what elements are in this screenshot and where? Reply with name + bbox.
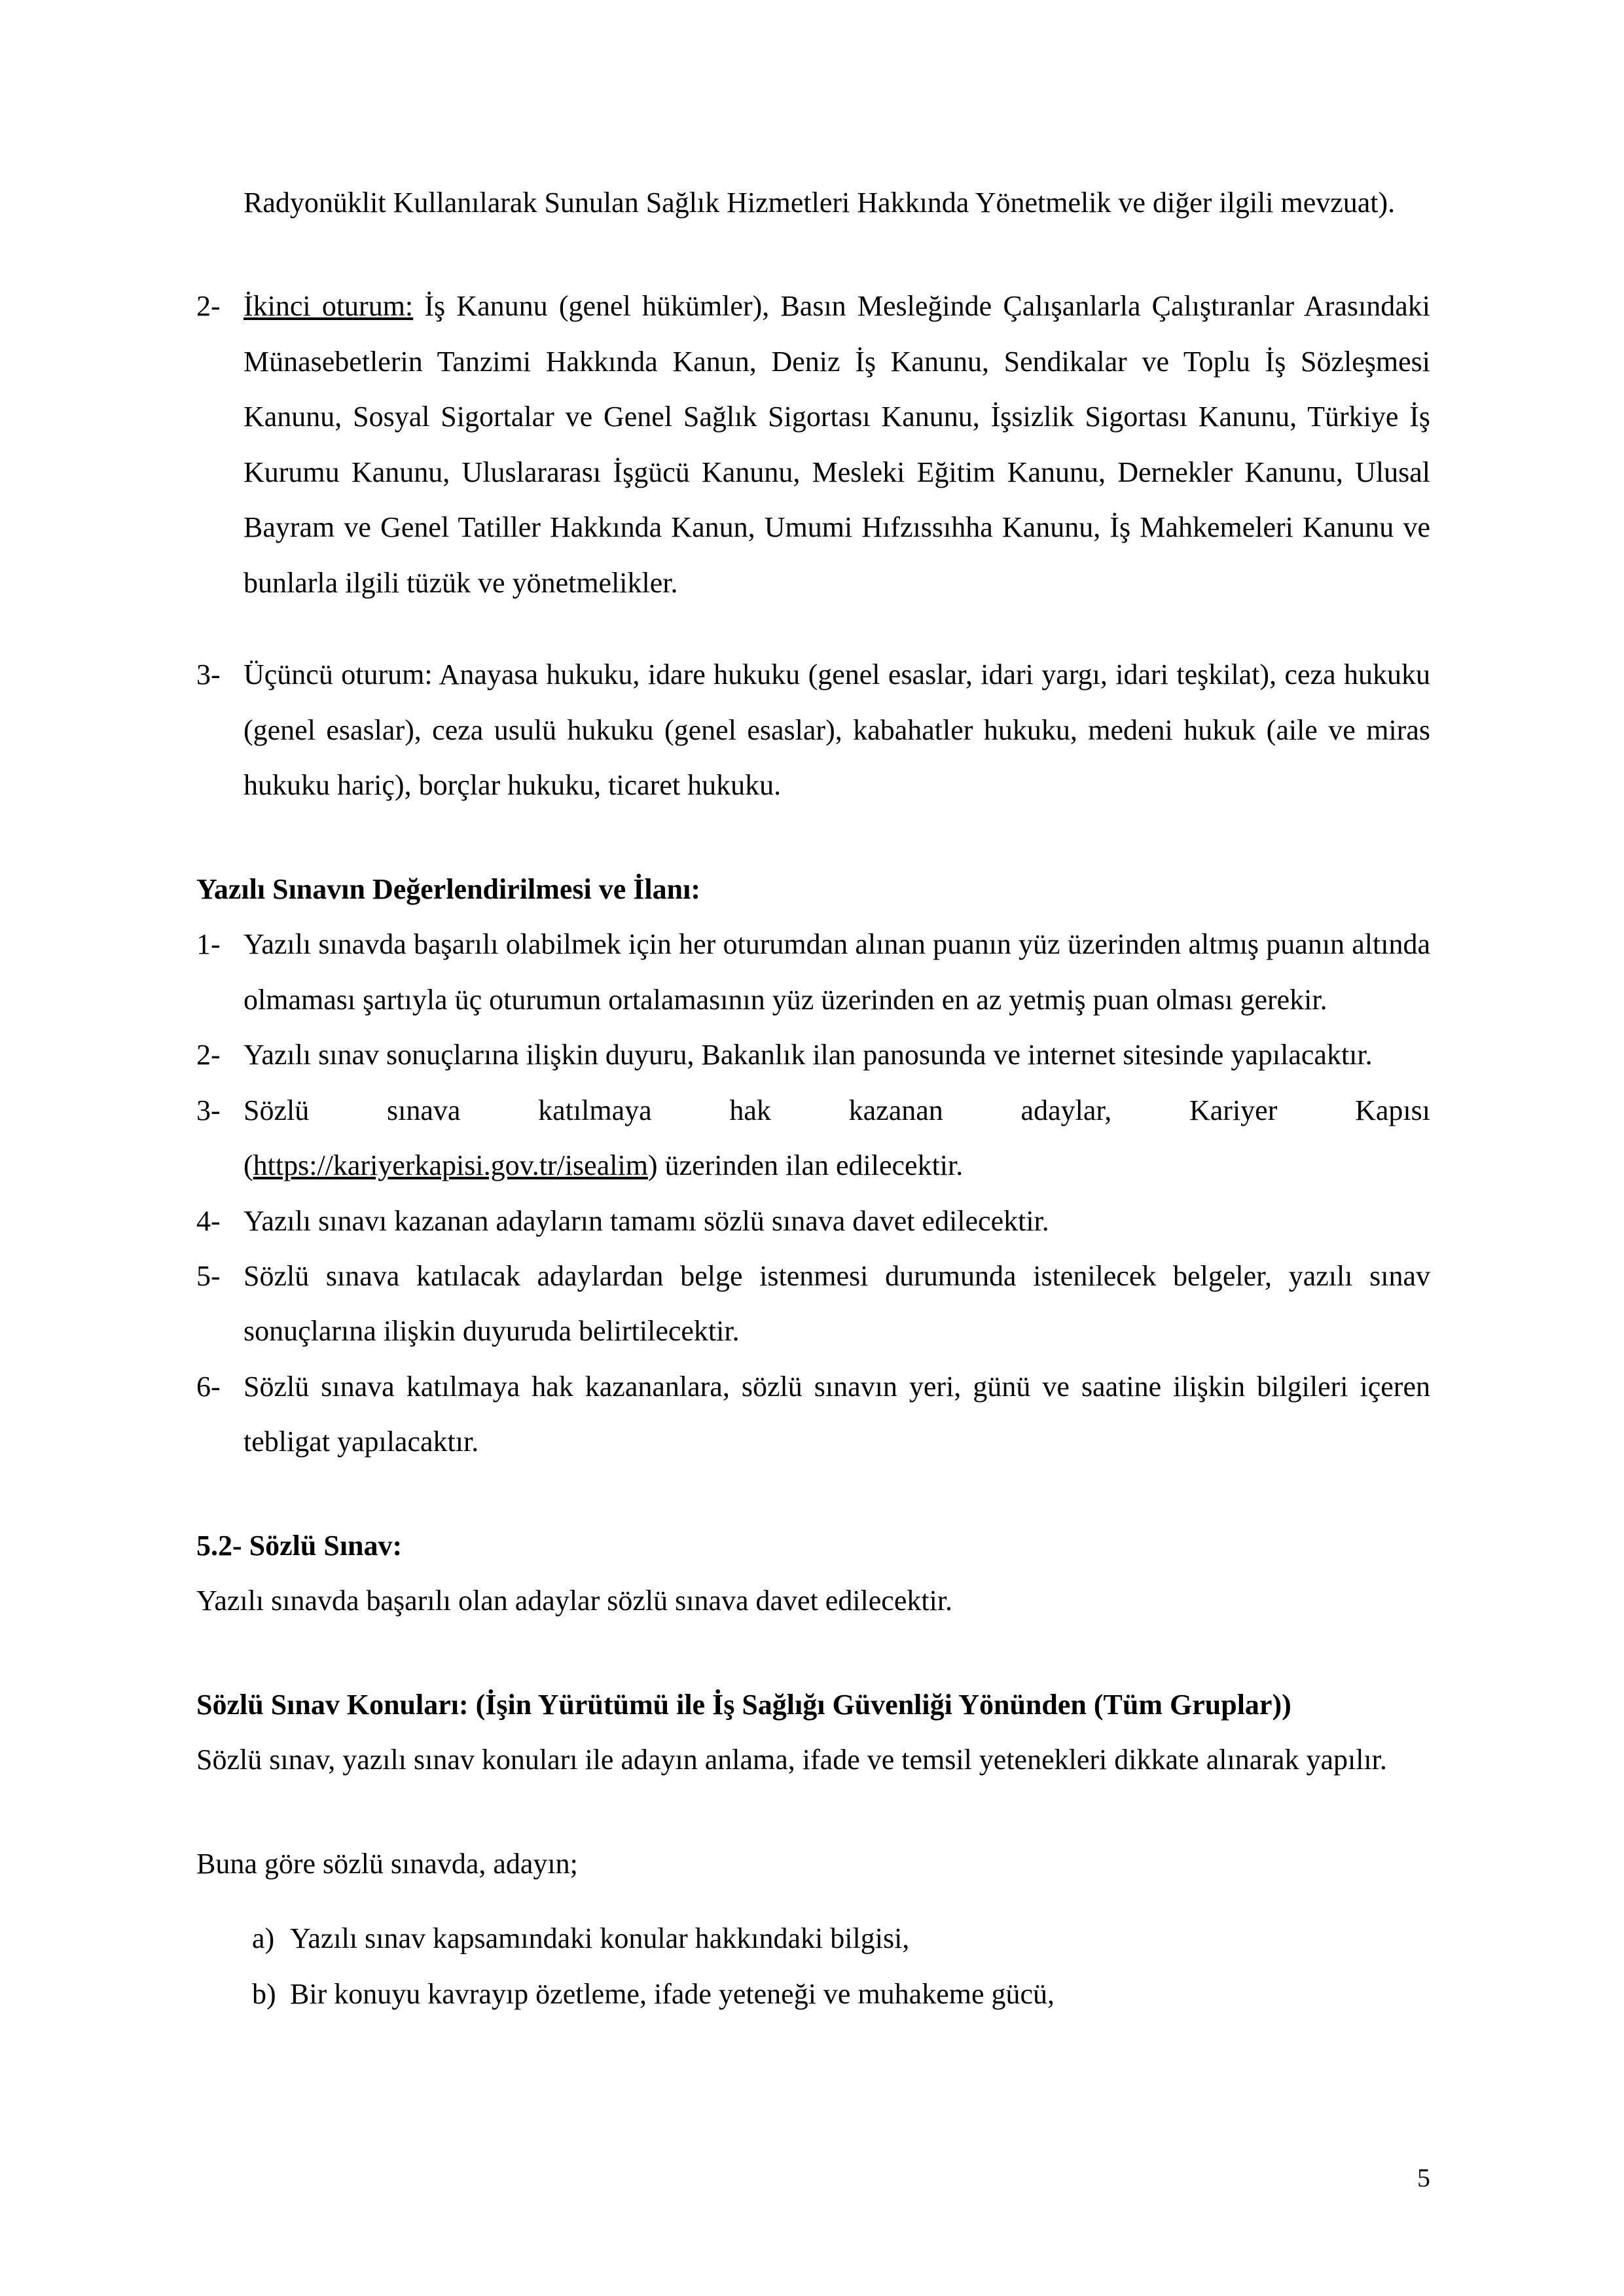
spacer (196, 611, 1430, 647)
list-item-oturum-2 (196, 279, 1430, 611)
spacer (196, 814, 1430, 862)
intro-paragraph: Radyonüklit Kullanılarak Sunulan Sağlık Hizmetleri Hakkında Yönetmelik ve diğer ilgili mevzuat). (244, 187, 1396, 219)
list-item-text (244, 279, 1430, 611)
list-item-degerlendirme-3 (196, 1083, 1430, 1194)
list-item-oturum-3 (196, 647, 1430, 813)
sozlu-konulari-paragraph: Sözlü sınav, yazılı sınav konuları ile adayın anlama, ifade ve temsil yetenekleri dikkate alınarak yapılır. (196, 1744, 1387, 1776)
sozlu-sinav-paragraph: Yazılı sınavda başarılı olan adaylar sözlü sınava davet edilecektir. (196, 1585, 953, 1617)
list-item-text: Yazılı sınavı kazanan adayların tamamı sözlü sınava davet edilecektir. (244, 1204, 1049, 1237)
list-marker: b) (252, 1977, 276, 2010)
line-2-suffix: ) üzerinden ilan edilecektir. (647, 1149, 964, 1182)
list-item-degerlendirme-2 (196, 1028, 1430, 1083)
page-content (196, 175, 1430, 2022)
spacer (196, 1470, 1430, 1518)
underlined-lead-oturum-2: İkinci oturum: (244, 290, 414, 323)
section-heading-sozlu-konulari: Sözlü Sınav Konuları: (İşin Yürütümü ile İş Sağlığı Güvenliği Yönünden (Tüm Gruplar)) (196, 1688, 1291, 1721)
list-marker: 3- (196, 658, 221, 691)
list-item-text: Yazılı sınav kapsamındaki konular hakkındaki bilgisi, (290, 1922, 910, 1955)
sub-item-a (196, 1911, 1430, 1966)
section-heading-degerlendirme: Yazılı Sınavın Değerlendirilmesi ve İlanı: (196, 872, 700, 905)
list-item-degerlendirme-1 (196, 917, 1430, 1028)
list-item-line-2 (244, 1138, 1430, 1193)
list-item-text: Yazılı sınav sonuçlarına ilişkin duyuru, Bakanlık ilan panosunda ve internet sitesinde yapılacaktır. (244, 1039, 1373, 1071)
list-marker: 2- (196, 290, 221, 323)
sozlu-konulari-lead-in: Buna göre sözlü sınavda, adayın; (196, 1847, 578, 1880)
spacer (196, 1629, 1430, 1677)
spacer (196, 1788, 1430, 1837)
list-marker: 3- (196, 1094, 221, 1126)
page-number: 5 (1417, 2163, 1430, 2193)
list-marker: 5- (196, 1259, 221, 1292)
spacer (196, 1892, 1430, 1911)
list-marker: 1- (196, 928, 221, 961)
list-item-text: Sözlü sınava katılmaya hak kazananlara, sözlü sınavın yeri, günü ve saatine ilişkin bilgileri içeren tebligat yapılacaktır. (244, 1370, 1430, 1458)
list-item-text: Sözlü sınava katılacak adaylardan belge istenmesi durumunda istenilecek belgeler, yazılı sınav sonuçlarına ilişkin duyuruda belirtilecektir. (244, 1259, 1430, 1348)
list-marker: 6- (196, 1370, 221, 1403)
kariyer-kapisi-link[interactable]: https://kariyerkapisi.gov.tr/isealim (253, 1149, 648, 1182)
list-item-degerlendirme-5 (196, 1249, 1430, 1359)
list-marker: 4- (196, 1204, 221, 1237)
list-marker: 2- (196, 1039, 221, 1071)
sub-item-b (196, 1967, 1430, 2022)
section-heading-sozlu-sinav: 5.2- Sözlü Sınav: (196, 1529, 403, 1562)
list-item-degerlendirme-4 (196, 1194, 1430, 1249)
spacer (196, 230, 1430, 279)
list-item-text: Bir konuyu kavrayıp özetleme, ifade yeteneği ve muhakeme gücü, (290, 1977, 1055, 2010)
list-item-text: Yazılı sınavda başarılı olabilmek için her oturumdan alınan puanın yüz üzerinden altmış puanın altında olmaması şartıyla üç oturumun ortalamasının yüz üzerinden en az yetmiş puan olması gerekir. (244, 928, 1430, 1016)
list-item-body-oturum-2: İş Kanunu (genel hükümler), Basın Mesleğinde Çalışanlarla Çalıştıranlar Arasındaki Münasebetlerin Tanzimi Hakkında Kanun, Deniz İş Kanunu, Sendikalar ve Toplu İş Sözleşmesi Kanunu, Sosyal Sigortalar ve Genel Sağlık Sigortası Kanunu, İşsizlik Sigortası Kanunu, Türkiye İş Kurumu Kanunu, Uluslararası İşgücü Kanunu, Mesleki Eğitim Kanunu, Dernekler Kanunu, Ulusal Bayram ve Genel Tatiller Hakkında Kanun, Umumi Hıfzıssıhha Kanunu, İş Mahkemeleri Kanunu ve bunlarla ilgili tüzük ve yönetmelikler. (244, 290, 1430, 599)
list-item-line-1: Sözlü sınava katılmaya hak kazanan adaylar, Kariyer Kapısı (244, 1094, 1430, 1126)
list-item-text (244, 1083, 1430, 1194)
paren-open: ( (244, 1149, 253, 1182)
list-item-text: Üçüncü oturum: Anayasa hukuku, idare hukuku (genel esaslar, idari yargı, idari teşkilat), ceza hukuku (genel esaslar), ceza usulü hukuku (genel esaslar), kabahatler hukuku, medeni hukuk (aile ve miras hukuku hariç), borçlar hukuku, ticaret hukuku. (244, 658, 1430, 802)
list-item-degerlendirme-6 (196, 1359, 1430, 1470)
list-marker: a) (252, 1922, 275, 1955)
